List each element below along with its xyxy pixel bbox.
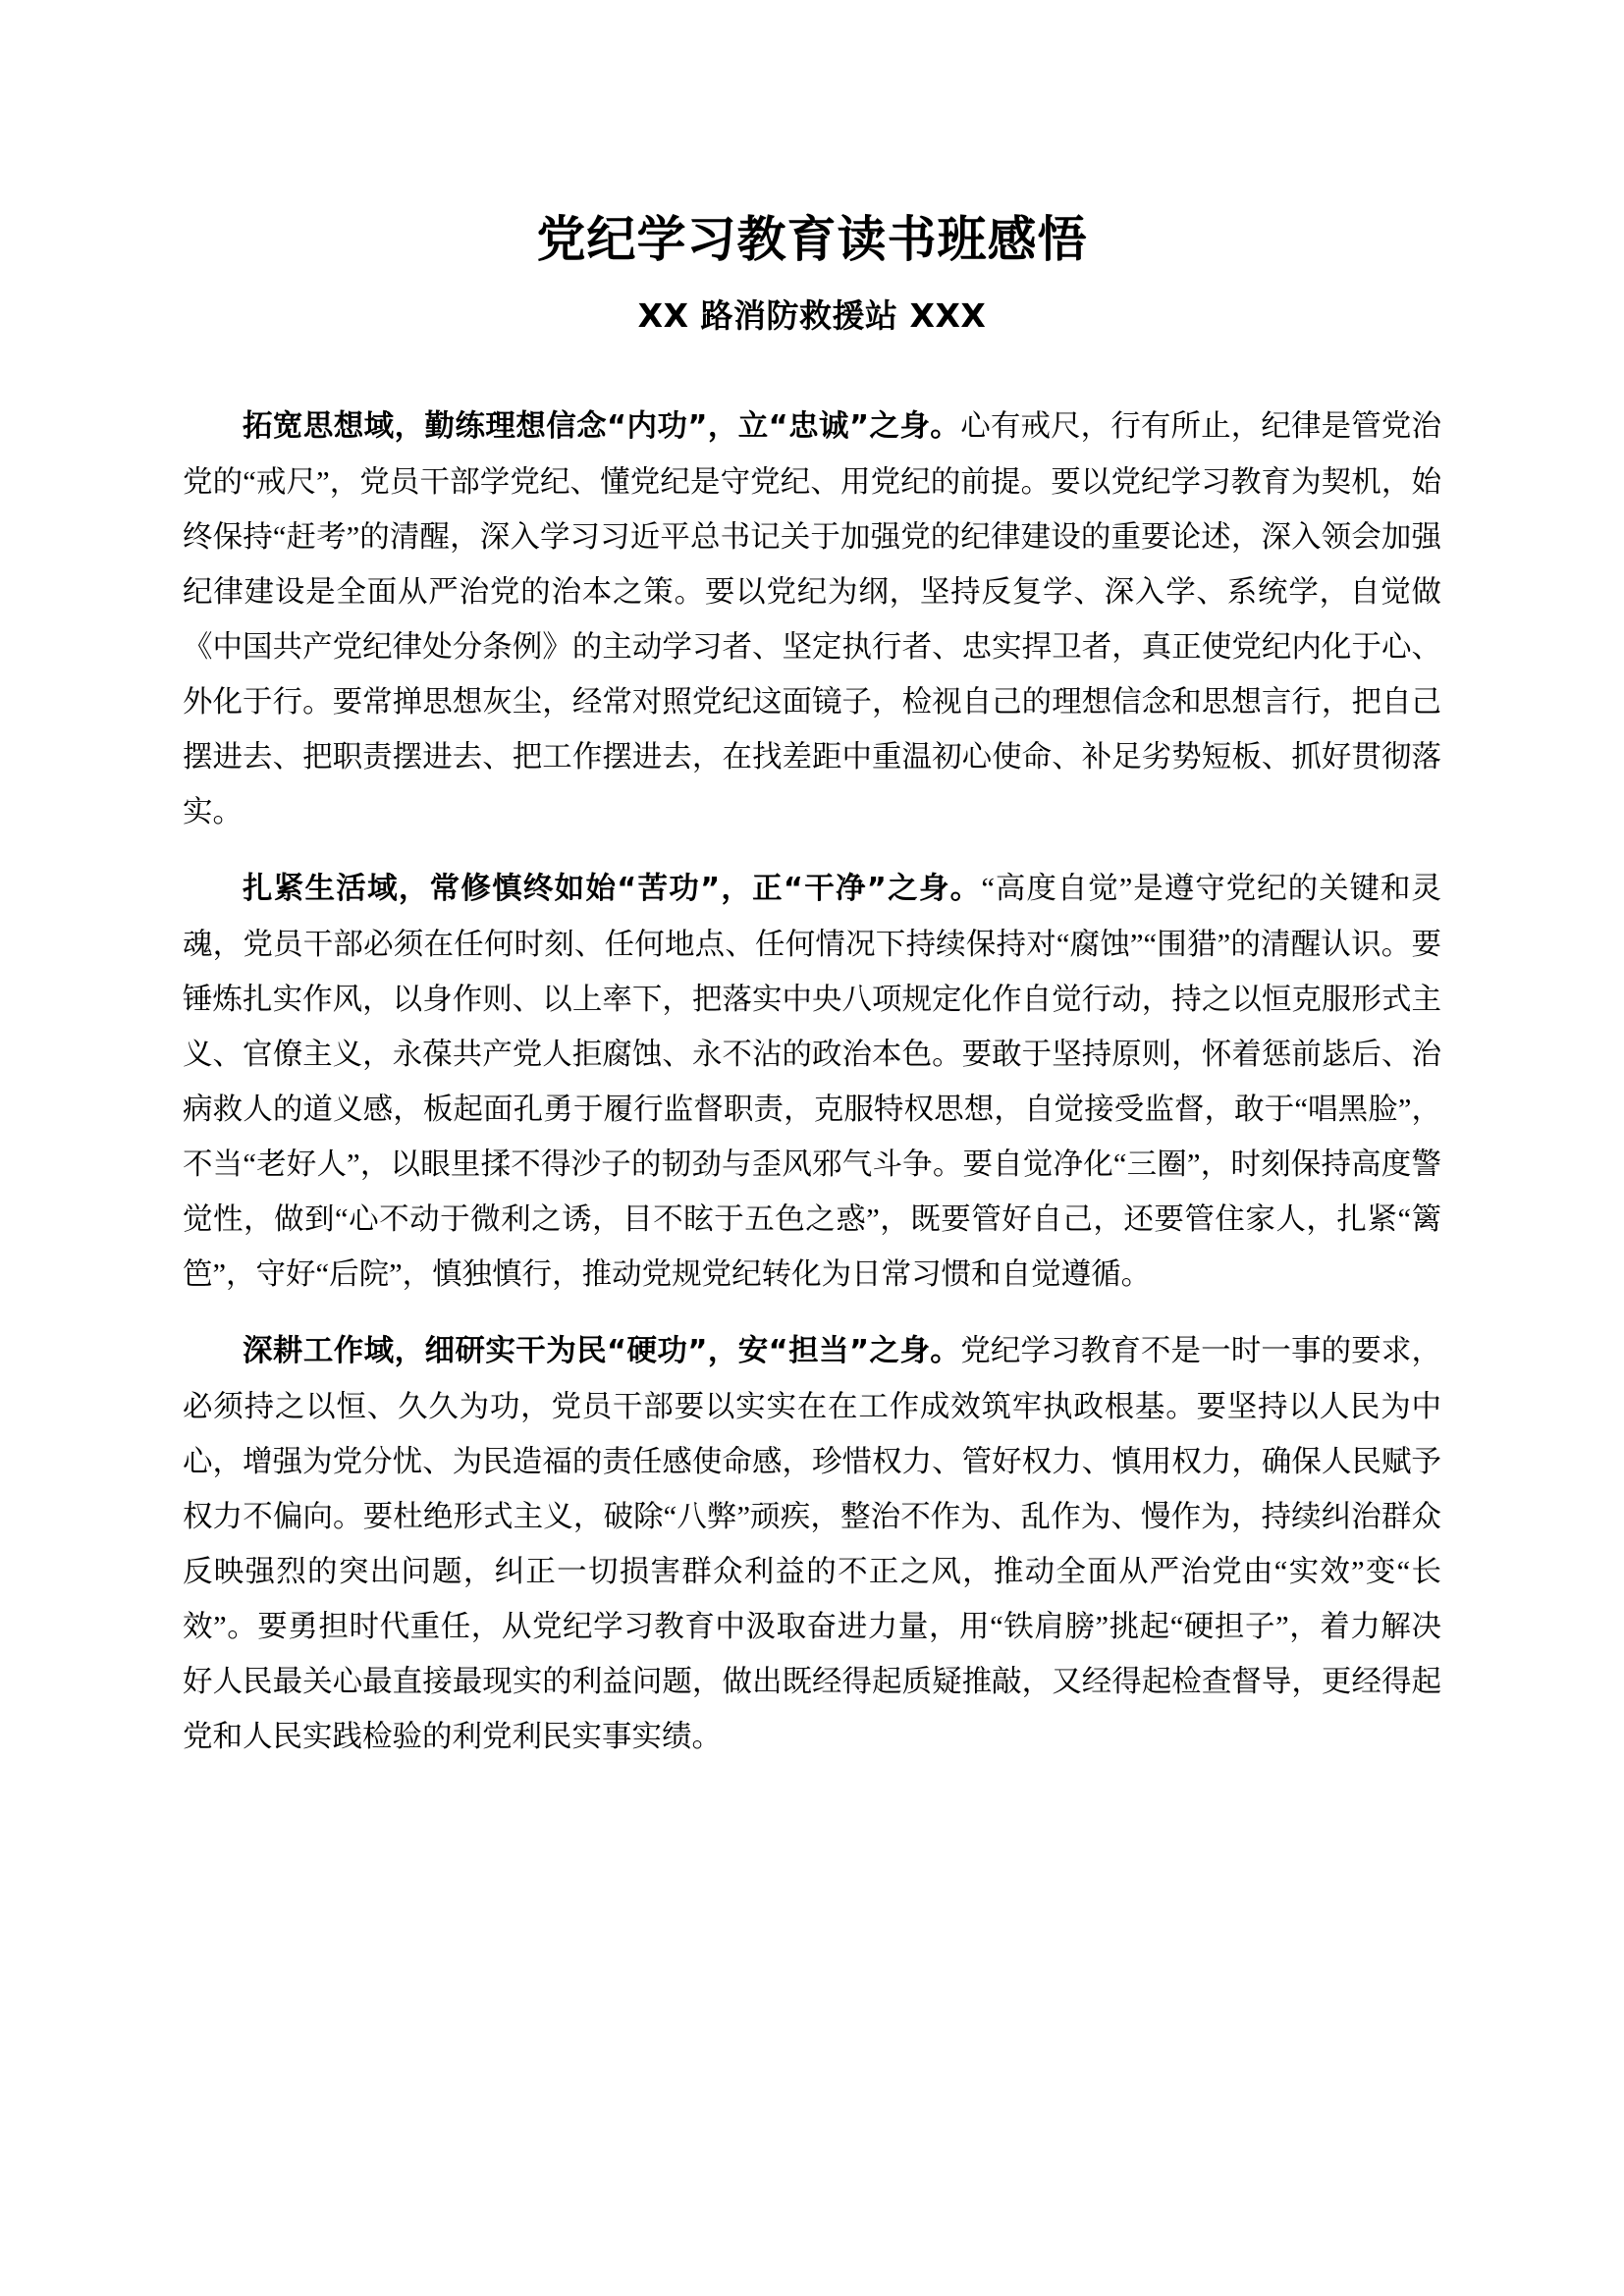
paragraph-2 — [183, 861, 1441, 1302]
paragraph-3-body: 党纪学习教育不是一时一事的要求，必须持之以恒、久久为功，党员干部要以实实在在工作成效筑牢执政根基。要坚持以人民为中心，增强为党分忧、为民造福的责任感使命感，珍惜权力、管好权力、慎用权力，确保人民赋予权力不偏向。要杜绝形式主义，破除“八弊”顽疾，整治不作为、乱作为、慢作为，持续纠治群众反映强烈的突出问题，纠正一切损害群众利益的不正之风，推动全面从严治党由“实效”变“长效”。要勇担时代重任，从党纪学习教育中汲取奋进力量，用“铁肩膀”挑起“硬担子”，着力解决好人民最关心最直接最现实的利益问题，做出既经得起质疑推敲，又经得起检查督导，更经得起党和人民实践检验的利党利民实事实绩。 — [183, 1333, 1442, 1753]
page-title: 党纪学习教育读书班感悟 — [536, 211, 1088, 268]
paragraph-2-body: “高度自觉”是遵守党纪的关键和灵魂，党员干部必须在任何时刻、任何地点、任何情况下持续保持对“腐蚀”“围猎”的清醒认识。要锤炼扎实作风，以身作则、以上率下，把落实中央八项规定化作自觉行动，持之以恒克服形式主义、官僚主义，永葆共产党人拒腐蚀、永不沾的政治本色。要敢于坚持原则，怀着惩前毖后、治病救人的道义感，板起面孔勇于履行监督职责，克服特权思想，自觉接受监督，敢于“唱黑脸”，不当“老好人”，以眼里揉不得沙子的韧劲与歪风邪气斗争。要自觉净化“三圈”，时刻保持高度警觉性，做到“心不动于微利之诱，目不眩于五色之惑”，既要管好自己，还要管住家人，扎紧“篱笆”，守好“后院”，慎独慎行，推动党规党纪转化为日常习惯和自觉遵循。 — [183, 871, 1441, 1291]
paragraph-3-lead: 深耕工作域，细研实干为民“硬功”，安“担当”之身。 — [243, 1333, 961, 1368]
paragraph-3 — [183, 1323, 1441, 1764]
document-byline: XX 路消防救援站 XXX — [637, 296, 987, 335]
paragraph-2-lead: 扎紧生活域，常修慎终如始“苦功”，正“干净”之身。 — [243, 871, 982, 906]
paragraph-1-lead: 拓宽思想域，勤练理想信念“内功”，立“忠诚”之身。 — [243, 408, 961, 444]
paragraph-1 — [183, 399, 1441, 839]
document-content — [183, 0, 1441, 1764]
paragraph-1-body: 心有戒尺，行有所止，纪律是管党治党的“戒尺”，党员干部学党纪、懂党纪是守党纪、用党纪的前提。要以党纪学习教育为契机，始终保持“赶考”的清醒，深入学习习近平总书记关于加强党的纪律建设的重要论述，深入领会加强纪律建设是全面从严治党的治本之策。要以党纪为纲，坚持反复学、深入学、系统学，自觉做《中国共产党纪律处分条例》的主动学习者、坚定执行者、忠实捍卫者，真正使党纪内化于心、外化于行。要常掸思想灰尘，经常对照党纪这面镜子，检视自己的理想信念和思想言行，把自己摆进去、把职责摆进去、把工作摆进去，在找差距中重温初心使命、补足劣势短板、抓好贯彻落实。 — [183, 408, 1442, 828]
document-body — [183, 338, 1441, 1764]
